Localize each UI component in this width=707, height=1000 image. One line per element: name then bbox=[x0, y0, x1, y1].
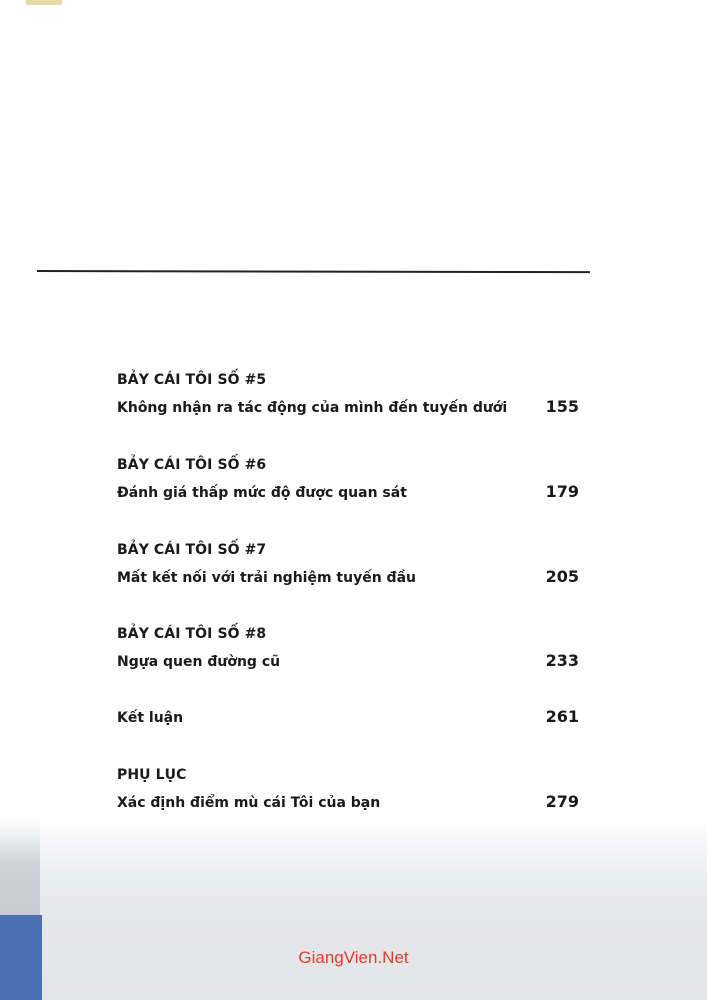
page-corner-mark bbox=[26, 0, 62, 5]
toc-title: Đánh giá thấp mức độ được quan sát bbox=[117, 485, 407, 501]
toc-page-number: 205 bbox=[545, 567, 579, 586]
toc-section-heading: BẢY CÁI TÔI SỐ #7 bbox=[117, 542, 267, 558]
watermark-text: GiangVien.Net bbox=[298, 948, 409, 967]
toc-page-number: 233 bbox=[545, 651, 579, 670]
toc-page-number: 179 bbox=[545, 482, 579, 501]
toc-title: Xác định điểm mù cái Tôi của bạn bbox=[117, 795, 381, 811]
toc-page-number: 155 bbox=[545, 397, 579, 416]
toc-entry bbox=[117, 707, 579, 726]
toc-row bbox=[117, 792, 579, 811]
toc-entry bbox=[117, 542, 579, 586]
toc-row bbox=[117, 707, 579, 726]
toc-section-heading: BẢY CÁI TÔI SỐ #8 bbox=[117, 626, 267, 642]
toc-row bbox=[117, 651, 579, 670]
toc-entry bbox=[117, 457, 579, 501]
toc-title: Ngựa quen đường cũ bbox=[117, 654, 281, 670]
toc-section-heading: PHỤ LỤC bbox=[117, 767, 187, 783]
horizontal-rule bbox=[37, 270, 590, 273]
toc-section-heading: BẢY CÁI TÔI SỐ #5 bbox=[117, 372, 267, 388]
toc-row bbox=[117, 567, 579, 586]
toc-title: Kết luận bbox=[117, 710, 184, 726]
toc-entry bbox=[117, 767, 579, 811]
toc-entry bbox=[117, 372, 579, 416]
toc-row bbox=[117, 482, 579, 501]
toc-page-number: 261 bbox=[545, 707, 579, 726]
toc-title: Không nhận ra tác động của mình đến tuyến dưới bbox=[117, 400, 508, 416]
toc-entry bbox=[117, 626, 579, 670]
toc-row bbox=[117, 397, 579, 416]
page-bottom-shadow bbox=[0, 820, 707, 1000]
toc-title: Mất kết nối với trải nghiệm tuyến đầu bbox=[117, 570, 416, 586]
toc-section-heading: BẢY CÁI TÔI SỐ #6 bbox=[117, 457, 267, 473]
toc-page-number: 279 bbox=[545, 792, 579, 811]
